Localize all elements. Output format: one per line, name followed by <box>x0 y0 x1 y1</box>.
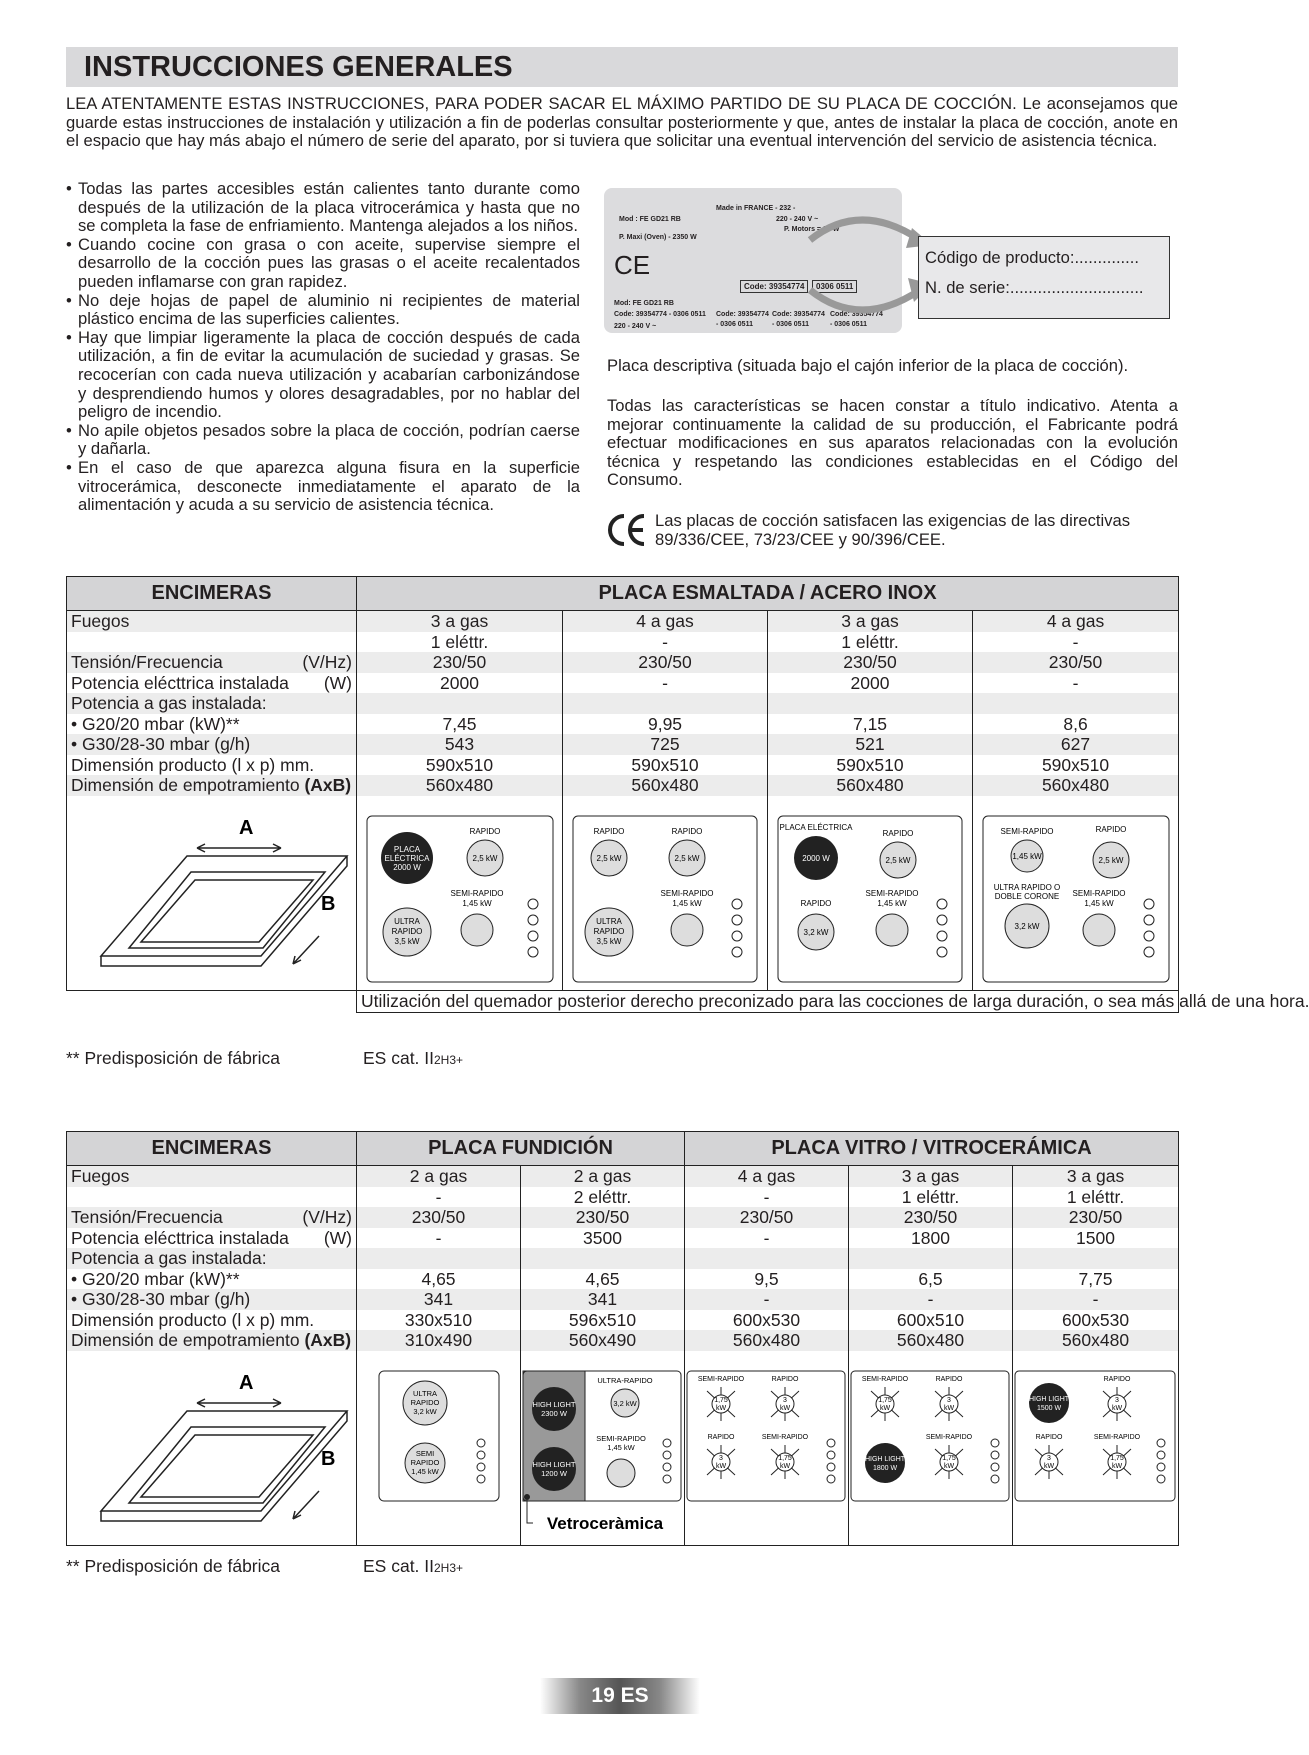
table-cell: 1 eléttr. <box>1013 1187 1179 1208</box>
table-cell: 230/50 <box>563 652 768 673</box>
hob-layout-cast-1 <box>357 1351 521 1546</box>
plate-motors: P. Motors = 30 W <box>784 226 840 233</box>
table-cell: 1 eléttr. <box>849 1187 1013 1208</box>
table-cell: 596x510 <box>521 1310 685 1331</box>
burner-label: 3,2 kW <box>1014 921 1040 931</box>
table-cell: - <box>973 632 1179 653</box>
burner-label: RAPIDO <box>800 898 832 908</box>
table-row <box>67 991 1179 1013</box>
hob-svg <box>849 1351 1011 1541</box>
burner-label: RAPIDO <box>1103 1375 1131 1383</box>
row-label: Potencia elécttrica instalada <box>71 1227 289 1248</box>
burner <box>1083 914 1115 946</box>
table-cell: 7,45 <box>357 714 563 735</box>
burner-label: 3,5 kW <box>596 936 622 946</box>
list-item: • Todas las partes accesibles están calientes tanto durante como después de la utilización de la placa vitrocerámica y hasta que no se completa la fase de enfriamiento. Mantenga alejados a los niños. <box>66 180 580 236</box>
gas-category <box>363 1048 463 1069</box>
plate-serial-c3: - 0306 0511 <box>830 321 867 328</box>
hob-svg <box>768 796 971 986</box>
hob-layout-3 <box>768 796 973 991</box>
burner-label: 1500 W <box>1036 1404 1062 1412</box>
burner-label: SEMI-RAPIDO <box>861 1375 909 1383</box>
table-cell: 230/50 <box>849 1207 1013 1228</box>
table-cell: 627 <box>973 734 1179 755</box>
table-row <box>67 673 1179 694</box>
burner-label: 1,75 <box>878 1396 892 1404</box>
row-label: Dimensión de empotramiento <box>71 775 300 795</box>
usage-note: Utilización del quemador posterior derecho preconizado para las cocciones de larga duración, o sea más allá de una hora. <box>357 991 1179 1013</box>
ce-mark-icon <box>607 512 647 548</box>
table-cell: 2 a gas <box>357 1166 521 1187</box>
burner-label: 3 <box>1115 1396 1119 1404</box>
table-row <box>67 775 1179 796</box>
burner-label: kW <box>943 1462 955 1470</box>
list-item: • Hay que limpiar ligeramente la placa de cocción después de cada utilización, a fin de evitar la acumulación de suciedad y grasas. Se recocerían con cada nueva utilización y acabarían carbonizándose y desprendiendo humos y olores desagradables, por no hablar del peligro de incendio. <box>66 329 580 422</box>
hob-svg <box>357 1351 519 1541</box>
table-cell: 6,5 <box>849 1269 1013 1290</box>
table-cell: 9,5 <box>685 1269 849 1290</box>
plate-code-2: Code: 39354774 - 0306 0511 <box>614 311 706 318</box>
burner-label: HIGH LIGHT <box>532 1399 576 1409</box>
row-label: Potencia elécttrica instalada <box>71 672 289 693</box>
table-cell: 560x480 <box>1013 1330 1179 1351</box>
plate-made: Made in FRANCE - 232 - <box>716 205 796 212</box>
product-code-box <box>918 236 1170 319</box>
table-cell: 3 a gas <box>357 611 563 632</box>
row-label: • G30/28-30 mbar (g/h) <box>67 1289 357 1310</box>
row-label: Potencia a gas instalada: <box>67 1248 357 1269</box>
burner-label: kW <box>879 1404 891 1412</box>
gas-category-text: ES cat. II <box>363 1556 434 1576</box>
burner-label: RAPIDO <box>391 926 423 936</box>
vetro-label: Vetroceràmica <box>546 1513 664 1533</box>
table-cell: 341 <box>521 1289 685 1310</box>
intro-paragraph: LEA ATENTAMENTE ESTAS INSTRUCCIONES, PARA PODER SACAR EL MÁXIMO PARTIDO DE SU PLACA DE COCCIÓN. Le aconsejamos que guarde estas instrucciones de instalación y utilización a fin de poderlas consultar posteriormente y que, antes de instalar la placa de cocción, anote en el espacio que hay más abajo el número de serie del aparato, por si tuviera que solicitar una eventual intervención del servicio de asistencia técnica. <box>66 94 1178 151</box>
table-cell: - <box>1013 1289 1179 1310</box>
burner-label: kW <box>943 1404 955 1412</box>
burner-label: SEMI-RAPIDO <box>697 1375 745 1383</box>
table-row <box>67 1187 1179 1208</box>
burner-label: 3 <box>947 1396 951 1404</box>
cutout-diagram <box>67 796 357 991</box>
burner-label: RAPIDO <box>935 1375 963 1383</box>
burner-label: RAPIDO <box>1035 1433 1063 1441</box>
burner-label: kW <box>715 1462 727 1470</box>
row-label: Dimensión producto (l x p) mm. <box>67 1310 357 1331</box>
table-cell: 560x480 <box>685 1330 849 1351</box>
table-cell: - <box>685 1187 849 1208</box>
hob-svg <box>563 796 766 986</box>
plate-caption: Placa descriptiva (situada bajo el cajón inferior de la placa de cocción). <box>607 356 1129 375</box>
hob-layout-2 <box>563 796 768 991</box>
table-cell: 230/50 <box>685 1207 849 1228</box>
plate-code-c3: Code: 39354774 <box>830 311 883 318</box>
table-header: ENCIMERAS <box>67 577 357 611</box>
ce-text: Las placas de cocción satisfacen las exigencias de las directivas 89/336/CEE, 73/23/CEE y 90/396/CEE. <box>655 511 1131 549</box>
table-cell: 543 <box>357 734 563 755</box>
table-row <box>67 1310 1179 1331</box>
table-cell: 341 <box>357 1289 521 1310</box>
table-cell: 590x510 <box>563 755 768 776</box>
burner-label: DOBLE CORONE <box>994 891 1060 901</box>
burner-label: 2,5 kW <box>885 855 911 865</box>
burner-label: 2,5 kW <box>472 853 498 863</box>
burner-label: 1800 W <box>872 1464 898 1472</box>
table-cell: 1 eléttr. <box>357 632 563 653</box>
burner-label: 1,45 kW <box>672 898 702 908</box>
table-cell: - <box>563 632 768 653</box>
table-cell: 590x510 <box>357 755 563 776</box>
row-label: Dimensión producto (l x p) mm. <box>67 755 357 776</box>
table-cell: 560x480 <box>357 775 563 796</box>
table-cell: - <box>357 1228 521 1249</box>
list-item: • No apile objetos pesados sobre la placa de cocción, podrían caerse y dañarla. <box>66 422 580 459</box>
table-cell: - <box>685 1228 849 1249</box>
table-cell: - <box>685 1289 849 1310</box>
table-cell: 230/50 <box>357 1207 521 1228</box>
row-label: Tensión/Frecuencia <box>71 1207 223 1227</box>
table-header: PLACA FUNDICIÓN <box>357 1132 685 1166</box>
table-cell: 4,65 <box>521 1269 685 1290</box>
dim-label-a: A <box>239 1371 254 1394</box>
table-cell: 560x490 <box>521 1330 685 1351</box>
burner-label: RAPIDO <box>771 1375 799 1383</box>
table-cell: 600x510 <box>849 1310 1013 1331</box>
cutout-diagram <box>67 1351 357 1546</box>
table-header: PLACA ESMALTADA / ACERO INOX <box>357 577 1179 611</box>
plate-serial-c1: - 0306 0511 <box>716 321 753 328</box>
burner-label: ULTRA <box>596 916 622 926</box>
hob-layout-vitro-3 <box>1013 1351 1179 1546</box>
table-cell: 3 a gas <box>768 611 973 632</box>
list-item: • No deje hojas de papel de aluminio ni recipientes de material plástico encima de las superficies calientes. <box>66 292 580 329</box>
table-cell: 560x480 <box>973 775 1179 796</box>
table-cell: 2000 <box>357 673 563 694</box>
burner-label: 1,75 <box>778 1454 792 1462</box>
burner <box>876 914 908 946</box>
burner-label: ELÉCTRICA <box>384 853 430 863</box>
table-cell: 4 a gas <box>685 1166 849 1187</box>
table-row <box>67 1248 1179 1269</box>
table-cell: 8,6 <box>973 714 1179 735</box>
table-cell: 560x480 <box>849 1330 1013 1351</box>
gas-category <box>363 1556 463 1577</box>
table-cell: 600x530 <box>1013 1310 1179 1331</box>
plate-code-c1: Code: 39354774 <box>716 311 769 318</box>
burner <box>607 1459 635 1487</box>
burner-label: 1,45 kW <box>462 898 492 908</box>
dim-label-b: B <box>321 892 336 915</box>
burner-label: 1,75 <box>1110 1454 1124 1462</box>
diagram-row <box>67 1351 1179 1546</box>
row-label: Dimensión de empotramiento <box>71 1330 300 1350</box>
table-row <box>67 632 1179 653</box>
burner-label: 2,5 kW <box>674 853 700 863</box>
row-label: Fuegos <box>67 1166 357 1187</box>
table-row <box>67 1269 1179 1290</box>
burner-label: 3,2 kW <box>803 927 829 937</box>
table-cell: 230/50 <box>768 652 973 673</box>
table-cell: 3500 <box>521 1228 685 1249</box>
row-label: Potencia a gas instalada: <box>67 693 357 714</box>
burner-label: 1,45 kW <box>1012 851 1042 861</box>
burner-label: PLACA <box>393 844 421 854</box>
burner-label: ULTRA RAPIDO O <box>993 882 1061 892</box>
gas-category-sub: 2H3+ <box>434 1561 464 1575</box>
burner-label: 1,45 kW <box>411 1466 439 1476</box>
burner-label: 3,5 kW <box>394 936 420 946</box>
burner-label: kW <box>1111 1462 1123 1470</box>
burner-label: ULTRA <box>412 1388 438 1398</box>
row-label: • G20/20 mbar (kW)** <box>67 714 357 735</box>
table-header: ENCIMERAS <box>67 1132 357 1166</box>
burner-label: kW <box>715 1404 727 1412</box>
burner <box>865 1443 905 1483</box>
table-cell: 7,75 <box>1013 1269 1179 1290</box>
burner-label: RAPIDO <box>1095 824 1127 834</box>
burner-label: SEMI-RAPIDO <box>596 1433 646 1443</box>
table-row <box>67 1289 1179 1310</box>
factory-note: ** Predisposición de fábrica <box>66 1556 281 1576</box>
hob-svg <box>357 796 561 986</box>
table-cell: 4 a gas <box>563 611 768 632</box>
burner-label: RAPIDO <box>410 1457 440 1467</box>
hob-layout-4 <box>973 796 1179 991</box>
table-cell: 590x510 <box>768 755 973 776</box>
burner-label: 2000 W <box>802 853 830 863</box>
burner-label: 1200 W <box>541 1468 567 1478</box>
burner-label: SEMI-RAPIDO <box>660 888 714 898</box>
burner-label: 3 <box>719 1454 723 1462</box>
burner-label: RAPIDO <box>410 1397 440 1407</box>
burner-label: RAPIDO <box>593 826 625 836</box>
burner-label: RAPIDO <box>882 828 914 838</box>
page-number-text: 19 ES <box>591 1684 649 1707</box>
hob-layout-cast-2 <box>521 1351 685 1546</box>
hob-svg <box>973 796 1177 986</box>
plate-model-2: Mod: FE GD21 RB <box>614 300 674 307</box>
table-row <box>67 1166 1179 1187</box>
burner-label: 2,5 kW <box>596 853 622 863</box>
table-row <box>67 1330 1179 1351</box>
table-row <box>67 693 1179 714</box>
specs-table-cast-vitro <box>66 1131 1179 1546</box>
table-cell: 4 a gas <box>973 611 1179 632</box>
table-cell: 2000 <box>768 673 973 694</box>
table-cell: - <box>563 673 768 694</box>
burner-label: 2000 W <box>393 862 421 872</box>
burner-label: kW <box>1043 1462 1055 1470</box>
table-cell: - <box>357 1187 521 1208</box>
plate-ce-mark: CE <box>614 250 651 280</box>
burner <box>461 914 493 946</box>
burner-label: 1,45 kW <box>877 898 907 908</box>
serial-number-label: N. de serie:............................. <box>925 278 1144 297</box>
ce-compliance <box>607 512 1178 549</box>
table-cell: 521 <box>768 734 973 755</box>
cutout-svg <box>67 796 355 986</box>
table-row <box>67 652 1179 673</box>
table-cell: 9,95 <box>563 714 768 735</box>
burner <box>671 914 703 946</box>
table-cell: 1800 <box>849 1228 1013 1249</box>
burner-label: RAPIDO <box>707 1433 735 1441</box>
burner-label: 3,2 kW <box>413 1406 437 1416</box>
burner-label: HIGH LIGHT <box>532 1459 576 1469</box>
page-title: INSTRUCCIONES GENERALES <box>66 47 1178 87</box>
list-item: • Cuando cocine con grasa o con aceite, supervise siempre el desarrollo de la cocción pues las grasas o el aceite recalentados pueden inflamarse con gran rapidez. <box>66 236 580 292</box>
table-cell: 7,15 <box>768 714 973 735</box>
diagram-row <box>67 796 1179 991</box>
burner-label: SEMI-RAPIDO <box>1072 888 1126 898</box>
hob-svg <box>521 1351 683 1541</box>
burner-label: RAPIDO <box>671 826 703 836</box>
table-row <box>67 1207 1179 1228</box>
table-cell: 560x480 <box>563 775 768 796</box>
row-label: Fuegos <box>67 611 357 632</box>
product-code-label: Código de producto:.............. <box>925 248 1139 267</box>
gas-category-sub: 2H3+ <box>434 1053 464 1067</box>
plate-voltage: 220 - 240 V ~ <box>776 216 819 223</box>
table-cell: 590x510 <box>973 755 1179 776</box>
burner-label: ULTRA <box>394 916 420 926</box>
burner-label: kW <box>1111 1404 1123 1412</box>
burner-label: SEMI-RAPIDO <box>450 888 504 898</box>
plate-serial-c2: - 0306 0511 <box>772 321 809 328</box>
table-cell: 2 eléttr. <box>521 1187 685 1208</box>
plate-model: Mod : FE GD21 RB <box>619 216 681 223</box>
burner-label: ULTRA-RAPIDO <box>597 1375 653 1385</box>
burner-label: SEMI-RAPIDO <box>761 1433 809 1441</box>
characteristics-paragraph: Todas las características se hacen constar a título indicativo. Atenta a mejorar continuamente la calidad de su producción, el Fabricante podrá efectuar modificaciones en sus aparatos relacionadas con la evolución técnica y respetando las condiciones establecidas en el Código del Consumo. <box>607 396 1178 490</box>
burner-label: SEMI-RAPIDO <box>1093 1433 1141 1441</box>
row-label: • G30/28-30 mbar (g/h) <box>67 734 357 755</box>
burner-label: RAPIDO <box>593 926 625 936</box>
table-cell: 725 <box>563 734 768 755</box>
burner-label: PLACA ELÉCTRICA <box>779 822 853 832</box>
burner-label: SEMI-RAPIDO <box>925 1433 973 1441</box>
burner-label: kW <box>779 1462 791 1470</box>
table-cell: 230/50 <box>1013 1207 1179 1228</box>
hob-svg <box>1013 1351 1177 1541</box>
row-unit: (AxB) <box>304 775 352 795</box>
row-unit: (W) <box>323 672 352 693</box>
table-row <box>67 1228 1179 1249</box>
burner-label: HIGH LIGHT <box>864 1455 906 1463</box>
table-cell: - <box>973 673 1179 694</box>
table-cell: 1500 <box>1013 1228 1179 1249</box>
row-unit: (V/Hz) <box>302 1207 352 1227</box>
burner-label: 1,45 kW <box>1084 898 1114 908</box>
factory-note: ** Predisposición de fábrica <box>66 1048 281 1068</box>
table-cell: 1 eléttr. <box>768 632 973 653</box>
dim-label-a: A <box>239 816 254 839</box>
burner-label: HIGH LIGHT <box>1028 1395 1070 1403</box>
burner-label: 3 <box>1047 1454 1051 1462</box>
table-cell: 230/50 <box>973 652 1179 673</box>
row-label: • G20/20 mbar (kW)** <box>67 1269 357 1290</box>
table-cell: 560x480 <box>768 775 973 796</box>
table-cell: - <box>849 1289 1013 1310</box>
burner-label: SEMI-RAPIDO <box>865 888 919 898</box>
hob-layout-1 <box>357 796 563 991</box>
safety-list <box>66 180 580 515</box>
list-item: • En el caso de que aparezca alguna fisura en la superficie vitrocerámica, desconecte inmediatamente el aparato de la alimentación y acuda a su servicio de asistencia técnica. <box>66 459 580 515</box>
burner <box>1029 1383 1069 1423</box>
hob-layout-vitro-1 <box>685 1351 849 1546</box>
burner-label: SEMI-RAPIDO <box>1000 826 1054 836</box>
table-header: PLACA VITRO / VITROCERÁMICA <box>685 1132 1179 1166</box>
table-row <box>67 611 1179 632</box>
table-row <box>67 734 1179 755</box>
row-unit: (V/Hz) <box>302 652 352 672</box>
table-cell: 330x510 <box>357 1310 521 1331</box>
table-cell: 2 a gas <box>521 1166 685 1187</box>
plate-voltage-2: 220 - 240 V ~ <box>614 323 657 330</box>
row-unit: (W) <box>323 1227 352 1248</box>
gas-category-text: ES cat. II <box>363 1048 434 1068</box>
burner-label: 2,5 kW <box>1098 855 1124 865</box>
row-label: Tensión/Frecuencia <box>71 652 223 672</box>
burner-label: kW <box>779 1404 791 1412</box>
hob-layout-vitro-2 <box>849 1351 1013 1546</box>
burner-label: SEMI <box>415 1448 435 1458</box>
plate-code: Code: 39354774 <box>740 280 808 293</box>
plate-code-c2: Code: 39354774 <box>772 311 825 318</box>
page-number <box>540 1678 700 1714</box>
table-cell: 230/50 <box>521 1207 685 1228</box>
burner-label: 3,2 kW <box>613 1398 637 1408</box>
table-cell: 4,65 <box>357 1269 521 1290</box>
table-row <box>67 755 1179 776</box>
dim-label-b: B <box>321 1447 336 1470</box>
plate-pmax: P. Maxi (Oven) - 2350 W <box>619 234 697 241</box>
burner-label: 1,75 <box>714 1396 728 1404</box>
specs-table-enamel <box>66 576 1309 1013</box>
row-unit: (AxB) <box>304 1330 352 1350</box>
cutout-svg <box>67 1351 355 1541</box>
burner-label: 3 <box>783 1396 787 1404</box>
burner-label: 2300 W <box>541 1408 567 1418</box>
plate-serial: 0306 0511 <box>812 280 857 293</box>
table-cell: 3 a gas <box>1013 1166 1179 1187</box>
hob-svg <box>685 1351 847 1541</box>
table-row <box>67 714 1179 735</box>
table-cell: 3 a gas <box>849 1166 1013 1187</box>
burner-label: 1,45 kW <box>607 1442 635 1452</box>
table-cell: 310x490 <box>357 1330 521 1351</box>
table-cell: 230/50 <box>357 652 563 673</box>
burner-label: 1,75 <box>942 1454 956 1462</box>
table-cell: 600x530 <box>685 1310 849 1331</box>
burner-label: RAPIDO <box>469 826 501 836</box>
